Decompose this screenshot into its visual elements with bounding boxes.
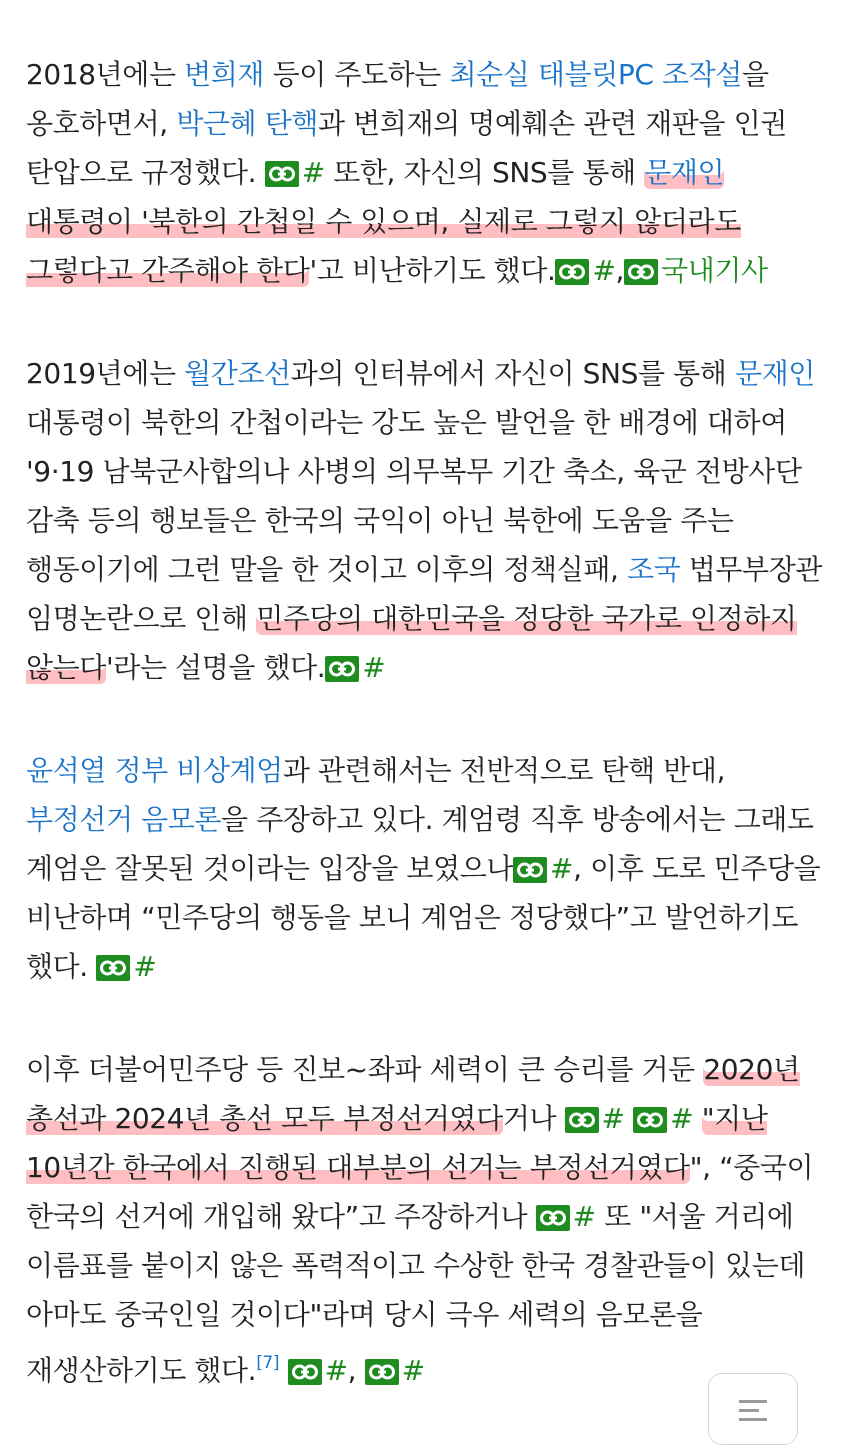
external-link-label: # [550,852,574,885]
body-text: 2019년에는 [26,357,185,390]
external-link[interactable] [325,651,385,684]
body-text: 이후 더불어민주당 등 진보~좌파 세력이 큰 승리를 거둔 [26,1053,704,1086]
body-text: 법무부장관 임명논란으로 인해 [26,553,823,635]
article-paragraph [26,349,826,692]
body-text: '고 비난하기도 했다. [309,254,556,287]
external-link-label: # [301,156,325,189]
body-text: 과의 인터뷰에서 자신이 SNS를 통해 [290,357,735,390]
body-text: 을 옹호하면서, [26,58,769,140]
wiki-link[interactable]: 윤석열 정부 비상계엄 [26,754,283,787]
wiki-link[interactable]: 부정선거 음모론 [26,803,222,836]
link-icon [633,1107,667,1133]
list-icon [735,1396,771,1426]
body-text: , 이후 도로 민주당을 비난하며 “민주당의 행동을 보니 계엄은 정당했다”고 발언하기도 했다. [26,852,821,983]
wiki-link[interactable]: 변희재 [184,58,265,91]
article-paragraph [26,746,826,991]
highlighted-text: 2020년 총선과 2024년 총선 모두 부정선거였다 [26,1053,800,1135]
body-text [279,1354,288,1387]
table-of-contents-button[interactable] [708,1373,798,1445]
external-link-label: # [324,1354,348,1387]
link-icon [96,955,130,981]
article-paragraph [26,50,826,295]
external-link[interactable] [555,254,615,287]
body-text: 과 관련해서는 전반적으로 탄핵 반대, [282,754,726,787]
external-link[interactable] [624,254,768,287]
wiki-link[interactable]: 박근혜 탄핵 [176,107,318,140]
article-paragraph [26,1045,826,1395]
link-icon [288,1359,322,1385]
external-link-label: # [592,254,616,287]
external-link[interactable] [288,1354,348,1387]
external-link-label: # [670,1102,694,1135]
body-text: ", “중국이 한국의 선거에 개입해 왔다”고 주장하거나 [26,1151,814,1233]
link-icon [565,1107,599,1133]
body-text: 또한, 자신의 SNS를 통해 [324,156,645,189]
highlighted-text: 대통령이 '북한의 간첩일 수 있으며, 실제로 그렇지 않더라도 그렇다고 간주해야 한다 [26,205,741,287]
wiki-link[interactable]: 조국 [626,553,681,586]
external-link[interactable] [536,1200,596,1233]
external-link-label: # [572,1200,596,1233]
body-text [625,1102,634,1135]
external-link[interactable] [96,950,156,983]
wiki-link[interactable]: 문재인 [734,357,815,390]
highlighted-text: 민주당의 대한민국을 정당한 국가로 인정하지 않는다 [26,602,797,684]
body-text: 을 주장하고 있다. 계엄령 직후 방송에서는 그래도 계엄은 잘못된 것이라는 입장을 보였으나 [26,803,814,885]
body-text: 거나 [502,1102,565,1135]
body-text: 2018년에는 [26,58,185,91]
body-text: 등이 주도하는 [264,58,450,91]
external-link[interactable] [365,1354,425,1387]
body-text [693,1102,702,1135]
link-icon [624,259,658,285]
link-icon [325,656,359,682]
external-link-label: # [362,651,386,684]
external-link-label: 국내기사 [661,254,768,287]
body-text: , [615,254,625,287]
body-text: '라는 설명을 했다. [105,651,326,684]
link-icon [536,1205,570,1231]
link-icon [365,1359,399,1385]
highlighted-text: "지난 10년간 한국에서 진행된 대부분의 선거는 부정선거였다 [26,1102,768,1184]
external-link[interactable] [565,1102,625,1135]
external-link-label: # [601,1102,625,1135]
footnote-ref[interactable]: [7] [256,1353,280,1373]
article-body [26,50,826,1449]
link-icon [265,161,299,187]
body-text: 또 "서울 거리에 이름표를 붙이지 않은 폭력적이고 수상한 한국 경찰관들이 있는데 아마도 중국인일 것이다"라며 당시 극우 세력의 음모론을 재생산하기도 했다. [26,1200,806,1387]
body-text: 대통령이 북한의 간첩이라는 강도 높은 발언을 한 배경에 대하여 '9·19 남북군사합의나 사병의 의무복무 기간 축소, 육군 전방사단 감축 등의 행보들은 한국의 국익이 아닌 북한에 도움을 주는 행동이기에 그런 말을 한 것이고 이후의 정책실패, [26,406,802,586]
link-icon [555,259,589,285]
external-link[interactable] [513,852,573,885]
body-text: , [347,1354,365,1387]
external-link[interactable] [633,1102,693,1135]
wiki-link[interactable]: 월간조선 [184,357,291,390]
link-icon [513,857,547,883]
external-link[interactable] [265,156,325,189]
wiki-link[interactable]: 최순실 태블릿PC 조작설 [449,58,742,91]
external-link-label: # [401,1354,425,1387]
external-link-label: # [133,950,157,983]
body-text: 과 변희재의 명예훼손 관련 재판을 인권 탄압으로 규정했다. [26,107,787,189]
wiki-link[interactable]: 문재인 [644,156,725,189]
